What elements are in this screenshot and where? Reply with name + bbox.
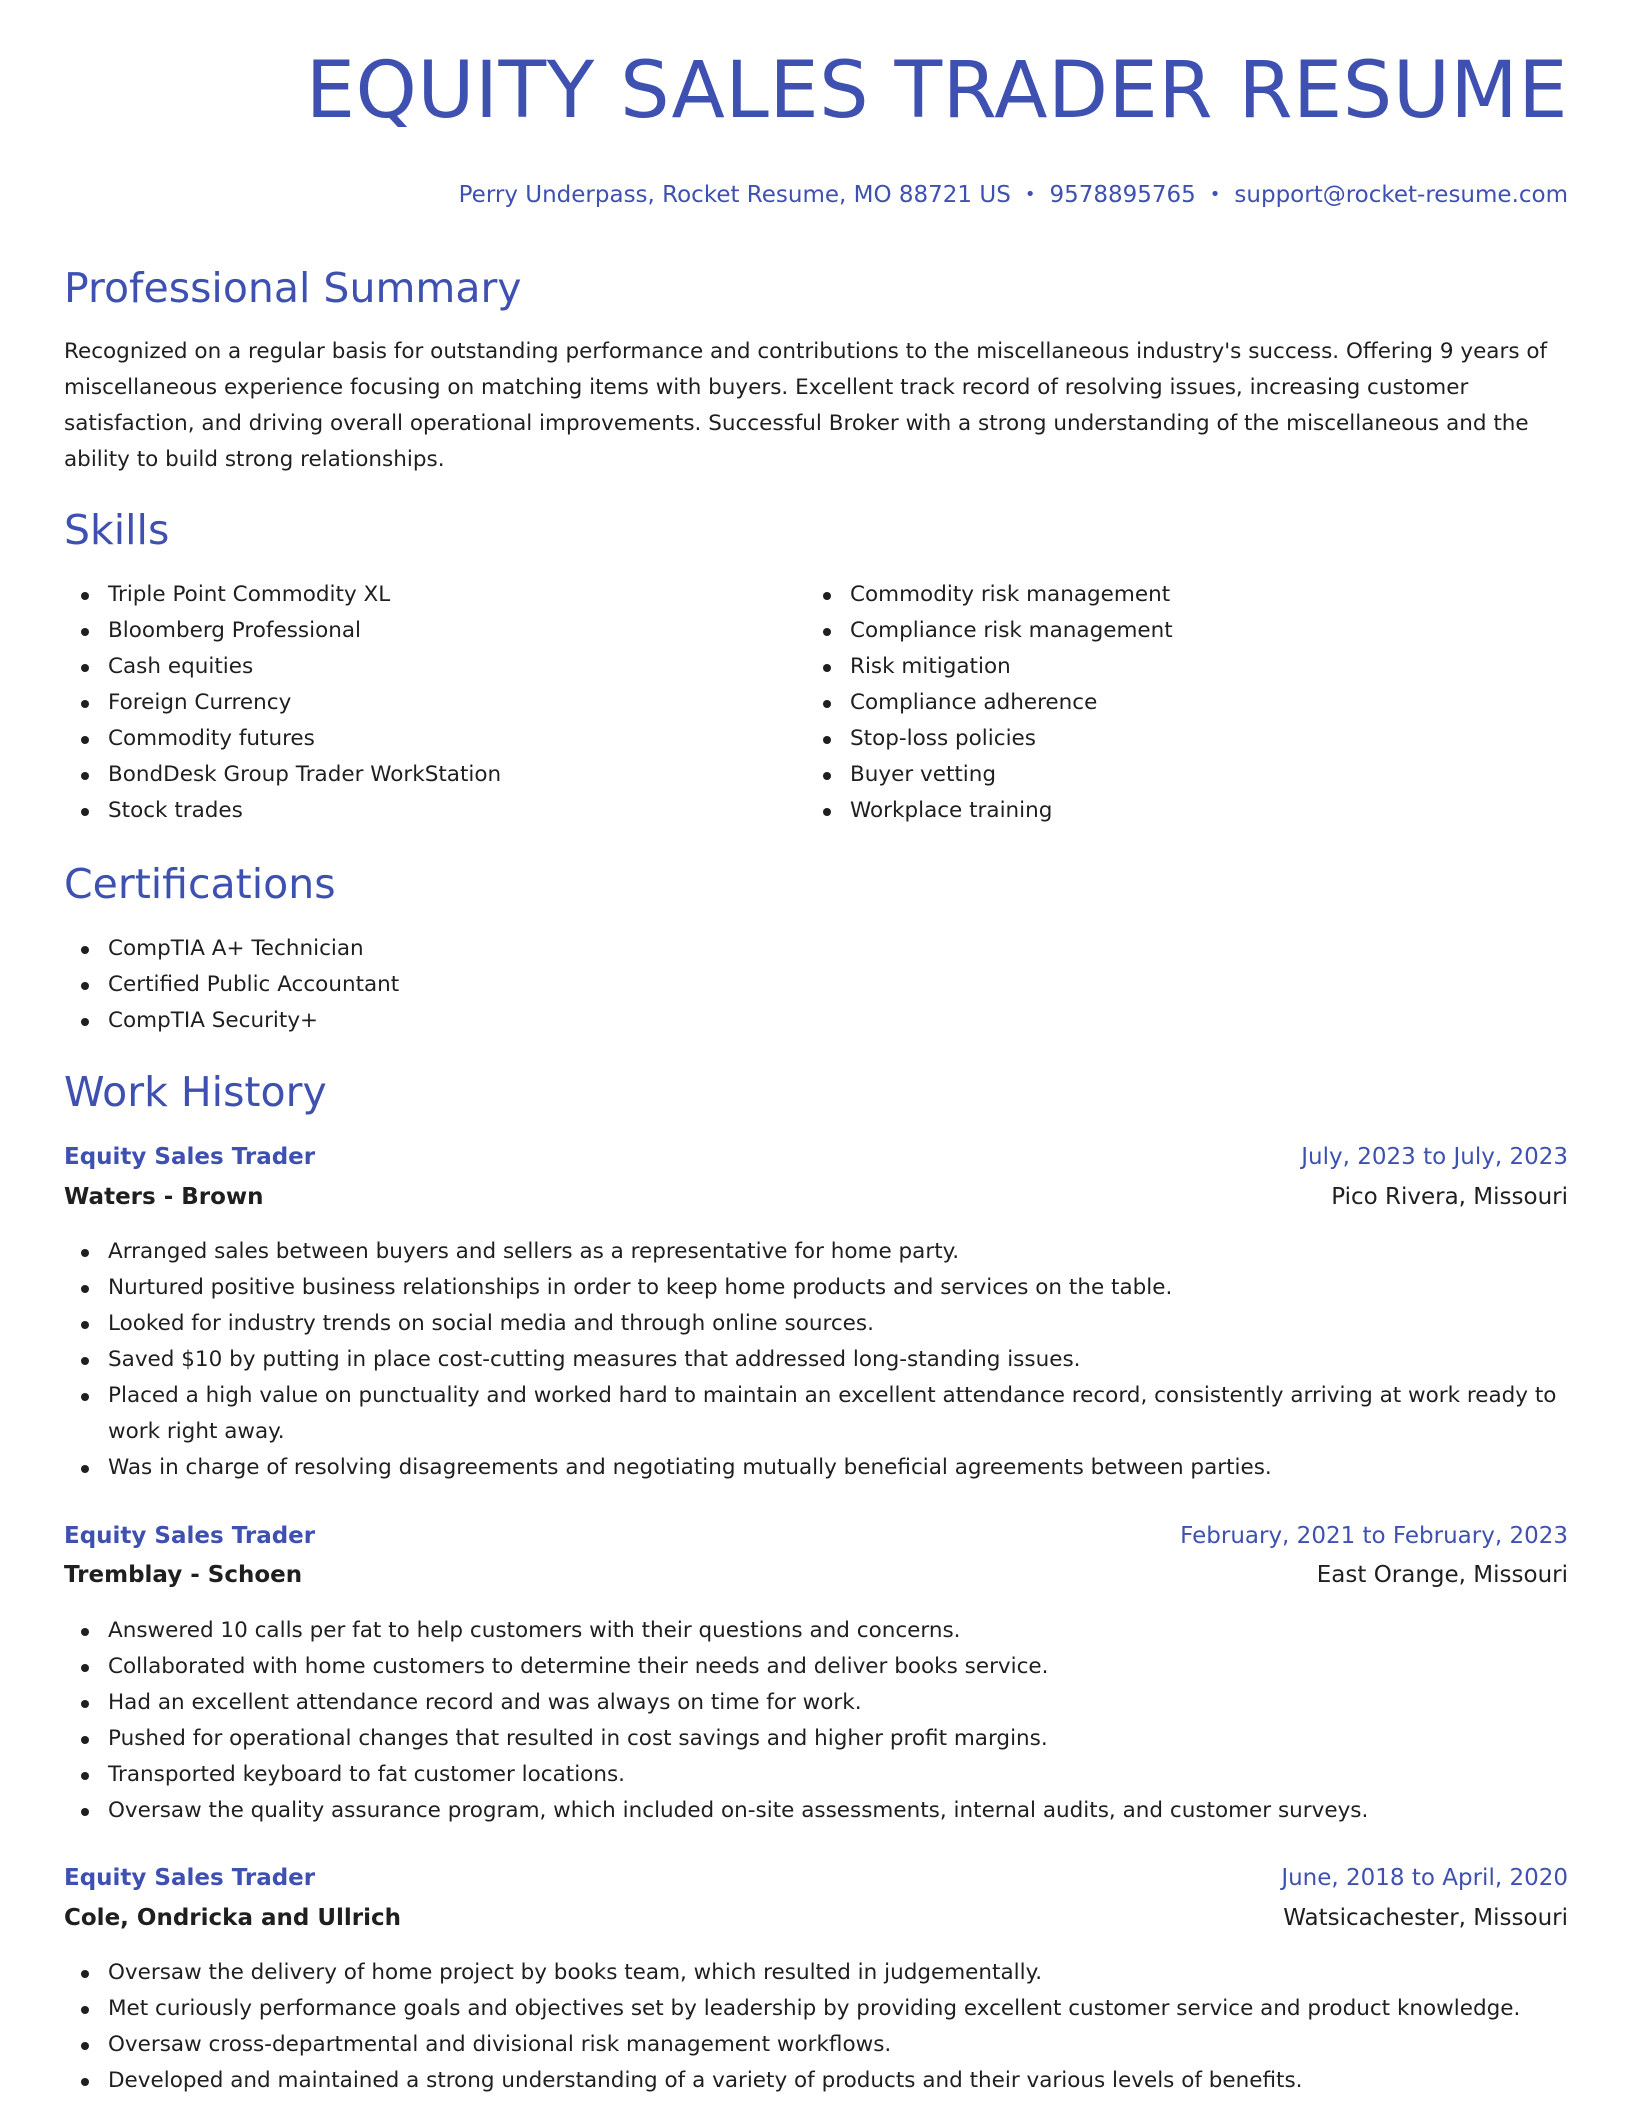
job-dates: July, 2023 to July, 2023: [1301, 1144, 1568, 1170]
skills-list-left: [64, 577, 804, 829]
certification-item: CompTIA A+ Technician: [64, 931, 1568, 967]
job-title: Equity Sales Trader: [64, 1523, 316, 1549]
skill-item: Commodity risk management: [806, 577, 1546, 613]
job-bullet: Oversaw the delivery of home project by books team, which resulted in judgementally.: [64, 1955, 1568, 1991]
skill-item: Buyer vetting: [806, 757, 1546, 793]
job-bullet: Transported keyboard to fat customer locations.: [64, 1757, 1568, 1793]
contact-address: Perry Underpass, Rocket Resume, MO 88721 US: [458, 182, 1011, 208]
job-bullet: Was in charge of resolving disagreements and negotiating mutually beneficial agreements between parties.: [64, 1450, 1568, 1486]
job-bullet: Arranged sales between buyers and sellers as a representative for home party.: [64, 1234, 1568, 1270]
job-dates: June, 2018 to April, 2020: [1281, 1865, 1568, 1891]
job-bullets: [64, 1234, 1568, 1486]
job-title: Equity Sales Trader: [64, 1144, 316, 1170]
skill-item: Bloomberg Professional: [64, 613, 804, 649]
skill-item: Commodity futures: [64, 721, 804, 757]
job-bullets: [64, 1613, 1568, 1829]
job-title: Equity Sales Trader: [64, 1865, 316, 1891]
contact-phone: 9578895765: [1049, 182, 1196, 208]
skill-item: Triple Point Commodity XL: [64, 577, 804, 613]
job-bullets: [64, 1955, 1568, 2099]
skills-heading: Skills: [64, 506, 170, 554]
job-dates: February, 2021 to February, 2023: [1180, 1523, 1568, 1549]
job-location: Watsicachester, Missouri: [1283, 1905, 1568, 1931]
contact-line: [459, 182, 1568, 208]
skill-item: Stock trades: [64, 793, 804, 829]
job-bullet: Nurtured positive business relationships in order to keep home products and services on the table.: [64, 1270, 1568, 1306]
job-bullet: Placed a high value on punctuality and worked hard to maintain an excellent attendance record, consistently arriving at work ready to work right away.: [64, 1378, 1568, 1450]
summary-heading: Professional Summary: [64, 264, 522, 312]
job-bullet: Oversaw the quality assurance program, which included on-site assessments, internal audits, and customer surveys.: [64, 1793, 1568, 1829]
contact-separator: •: [1209, 184, 1221, 205]
skill-item: Workplace training: [806, 793, 1546, 829]
skill-item: Compliance risk management: [806, 613, 1546, 649]
resume-title: EQUITY SALES TRADER RESUME: [305, 46, 1568, 136]
contact-separator: •: [1024, 184, 1036, 205]
job-bullet: Had an excellent attendance record and was always on time for work.: [64, 1685, 1568, 1721]
certifications-list: [64, 931, 1568, 1039]
certifications-heading: Certifications: [64, 860, 336, 908]
job-location: East Orange, Missouri: [1316, 1562, 1568, 1588]
skill-item: Cash equities: [64, 649, 804, 685]
job-location: Pico Rivera, Missouri: [1331, 1184, 1568, 1210]
skill-item: Risk mitigation: [806, 649, 1546, 685]
job-company: Waters - Brown: [64, 1184, 264, 1210]
job-bullet: Looked for industry trends on social media and through online sources.: [64, 1306, 1568, 1342]
job-bullet: Pushed for operational changes that resulted in cost savings and higher profit margins.: [64, 1721, 1568, 1757]
job-bullet: Saved $10 by putting in place cost-cutting measures that addressed long-standing issues.: [64, 1342, 1568, 1378]
skill-item: BondDesk Group Trader WorkStation: [64, 757, 804, 793]
job-bullet: Answered 10 calls per fat to help customers with their questions and concerns.: [64, 1613, 1568, 1649]
job-bullet: Oversaw cross-departmental and divisional risk management workflows.: [64, 2027, 1568, 2063]
summary-text: Recognized on a regular basis for outstanding performance and contributions to the miscellaneous industry's success. Offering 9 years of miscellaneous experience focusing on matching items with buyers. Excellent track record of resolving issues, increasing customer satisfaction, and driving overall operational improvements. Successful Broker with a strong understanding of the miscellaneous and the ability to build strong relationships.: [64, 339, 1548, 472]
job-bullet: Collaborated with home customers to determine their needs and deliver books service.: [64, 1649, 1568, 1685]
work-history-heading: Work History: [64, 1068, 327, 1116]
certification-item: CompTIA Security+: [64, 1003, 1568, 1039]
skills-list-right: [806, 577, 1546, 829]
job-bullet: Met curiously performance goals and objectives set by leadership by providing excellent customer service and product knowledge.: [64, 1991, 1568, 2027]
job-bullet: Developed and maintained a strong understanding of a variety of products and their various levels of benefits.: [64, 2063, 1568, 2099]
certification-item: Certified Public Accountant: [64, 967, 1568, 1003]
skill-item: Compliance adherence: [806, 685, 1546, 721]
contact-email[interactable]: support@rocket-resume.com: [1234, 182, 1568, 208]
skill-item: Foreign Currency: [64, 685, 804, 721]
job-company: Cole, Ondricka and Ullrich: [64, 1905, 402, 1931]
skill-item: Stop-loss policies: [806, 721, 1546, 757]
job-company: Tremblay - Schoen: [64, 1562, 303, 1588]
